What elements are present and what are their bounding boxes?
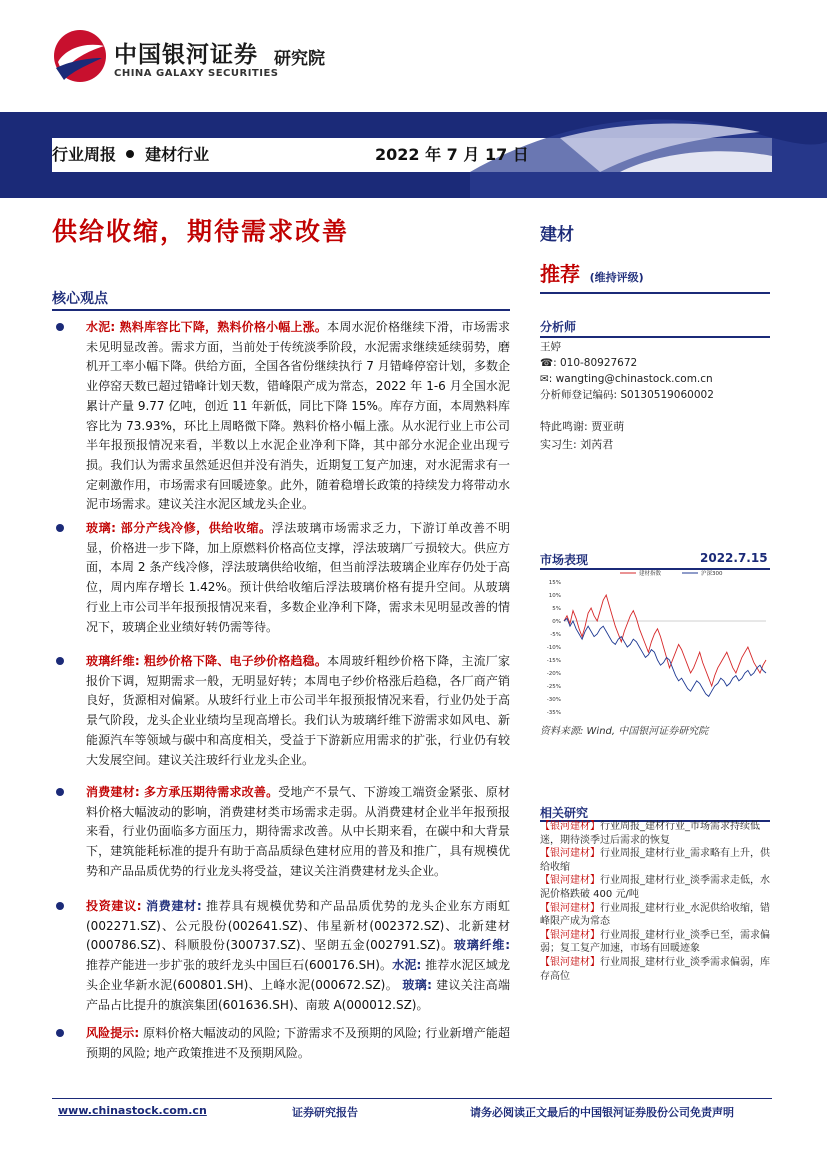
report-type-row: [52, 142, 209, 165]
market-date: 2022.7.15: [700, 551, 768, 565]
bullet-dot-icon: [56, 657, 64, 665]
bullet-body: 本周玻纤粗纱价格下降，主流厂家报价下调，短期需求一般，无明显好转；本周电子纱价格涨后趋稳，各厂商产销良好，货源相对偏紧。从玻纤行业上市公司半年报预报情况来看，行业仍处于高景气阶段，龙头企业业绩均呈现高增长。我们认为玻璃纤维下游需求如风电、新能源汽车等领域与碳中和高度相关，受益于下游新应用需求的扩张，行业仍有较大发展空间。建议关注玻纤行业龙头企业。: [86, 654, 510, 767]
y-tick-label: -5%: [550, 632, 561, 638]
analyst-phone: ☎: 010-80927672: [540, 357, 638, 369]
y-tick-label: 15%: [548, 580, 561, 586]
rating-note: (维持评级): [589, 271, 644, 284]
y-tick-label: 5%: [552, 606, 561, 612]
separator-dot-icon: [126, 150, 134, 158]
y-tick-label: -35%: [546, 710, 561, 716]
report-date: 2022 年 7 月 17 日: [375, 145, 529, 164]
thanks-line: 特此鸣谢: 贾亚萌: [540, 420, 625, 433]
bullet-body: 原料价格大幅波动的风险; 下游需求不及预期的风险; 行业新增产能超预期的风险; 地产政策推进不及预期风险。: [86, 1026, 510, 1060]
core-heading: 核心观点: [52, 291, 108, 307]
sub-consumer-body: 推荐具有规模优势和产品品质优势的龙头企业东方雨虹(002271.SZ)、公元股份(002641.SZ)、伟星新材(002372.SZ)、北新建材(000786.SZ)、科顺股份(300737.SZ)、坚朗五金(002791.SZ)。: [86, 899, 510, 953]
related-item[interactable]: [540, 902, 770, 929]
related-item[interactable]: [540, 929, 770, 956]
bullet-glass-fiber: [52, 652, 510, 770]
sub-cement-body: 推荐水泥区域龙头企业华新水泥(600801.SH)、上峰水泥(000672.SZ)。: [86, 958, 510, 992]
related-text: 行业周报_建材行业_淡季需求走低，水泥价格跌破 400 元/吨: [540, 875, 770, 900]
rating: [540, 258, 644, 287]
related-tag: 【银河建材】: [540, 956, 600, 968]
related-tag: 【银河建材】: [540, 848, 600, 860]
logo-cn-text: 中国银河证券: [114, 42, 258, 68]
y-tick-label: -20%: [546, 671, 561, 677]
bullet-head: 玻璃纤维: 粗纱价格下降、电子纱价格趋稳。: [86, 654, 328, 668]
y-tick-label: -15%: [546, 658, 561, 664]
header-band: [0, 112, 827, 198]
sector-label: 建材: [540, 225, 574, 245]
bullet-dot-icon: [56, 902, 64, 910]
acknowledgements: [540, 418, 624, 454]
bullet-dot-icon: [56, 788, 64, 796]
bullet-risk: [52, 1024, 510, 1063]
analyst-name: 王婷: [540, 341, 561, 353]
galaxy-logo-icon: [52, 28, 108, 84]
bullet-investment-advice: [52, 897, 510, 1015]
y-tick-label: 0%: [552, 619, 561, 625]
related-item[interactable]: [540, 956, 770, 983]
intern-line: 实习生: 刘芮君: [540, 438, 614, 451]
y-tick-label: -25%: [546, 684, 561, 690]
bullet-body: 本周水泥价格继续下滑，市场需求未见明显改善。需求方面，当前处于传统淡季阶段，水泥需求继续延续弱势，磨机开工率小幅下降。供给方面，全国各省份继续执行 7 月错峰停窑计划，多数企业停窑天数已超过错峰计划天数，错峰限产成为常态，2022 年 1-6 月全国水泥累计产量 9.77 亿吨，创近 11 年新低，同比下降 15%。库存方面，本周熟料库容比为 73.93%，环比上周略微下降。熟料价格小幅上涨。从水泥行业上市公司半年报预报情况来看，半数以上水泥企业净利下降，其中部分水泥企业出现亏损。我们认为需求虽然延迟但并没有消失，近期复工复产加速，对水泥需求有一定刺激作用，市场需求有回暖迹象。此外，随着稳增长政策的持续发力将带动水泥市场需求。建议关注水泥区域龙头企业。: [86, 320, 510, 512]
series-line-1: [564, 618, 766, 696]
market-heading: 市场表现: [540, 553, 589, 567]
bullet-head: 投资建议:: [86, 899, 142, 913]
related-list: [540, 820, 770, 983]
footer-disclaimer: 请务必阅读正文最后的中国银河证券股份公司免责声明: [470, 1106, 734, 1119]
related-heading: 相关研究: [540, 806, 589, 820]
bullet-dot-icon: [56, 323, 64, 331]
rating-value: 推荐: [540, 262, 580, 286]
related-text: 行业周报_建材行业_淡季已至，需求偏弱；复工复产加速，市场有回暖迹象: [540, 929, 770, 955]
bullet-body: 浮法玻璃市场需求乏力，下游订单改善不明显，价格进一步下降，加上原燃料价格高位支撑，浮法玻璃厂亏损较大。供应方面，本周 2 条产线冷修，浮法玻璃供给收缩，但当前浮法玻璃企业库存仍处于高位，周内库存增长 1.42%。预计供给收缩后浮法玻璃价格有提升空间。从玻璃行业上市公司半年报预报情况来看，多数企业净利下降，需求未见明显改善的情况下，玻璃企业业绩好转仍需等待。: [86, 521, 510, 634]
bullet-dot-icon: [56, 1029, 64, 1037]
core-divider: [52, 309, 510, 311]
related-tag: 【银河建材】: [540, 875, 600, 887]
footer-label: 证券研究报告: [292, 1106, 358, 1119]
market-performance-chart: [540, 566, 770, 716]
sub-consumer: 消费建材:: [146, 899, 202, 913]
bullet-dot-icon: [56, 524, 64, 532]
analyst-heading: 分析师: [540, 320, 577, 334]
footer-divider: [52, 1098, 772, 1099]
related-item[interactable]: [540, 874, 770, 901]
legend-label: 沪深300: [701, 571, 723, 577]
related-tag: 【银河建材】: [540, 929, 600, 941]
related-tag: 【银河建材】: [540, 902, 600, 914]
analyst-license: 分析师登记编码: S0130519060002: [540, 389, 714, 401]
series-line-0: [564, 595, 766, 686]
related-text: 行业周报_建材行业_市场需求持续低迷，期待淡季过后需求的恢复: [540, 821, 760, 846]
sub-fiber-body: 推荐产能进一步扩张的玻纤龙头中国巨石(600176.SH)。: [86, 958, 393, 973]
chart-source: 资料来源: Wind, 中国银河证券研究院: [540, 726, 709, 737]
bullet-head: 风险提示:: [86, 1026, 140, 1040]
related-tag: 【银河建材】: [540, 821, 600, 832]
y-tick-label: -10%: [546, 645, 561, 651]
company-logo: [52, 28, 372, 88]
report-type: 行业周报: [52, 145, 117, 164]
industry-label: 建材行业: [145, 145, 210, 164]
bullet-glass: [52, 519, 510, 637]
analyst-divider: [540, 336, 770, 338]
report-title: 供给收缩，期待需求改善: [52, 217, 350, 246]
related-item[interactable]: [540, 820, 770, 847]
bullet-cement: [52, 318, 510, 515]
bullet-head: 水泥: 熟料库容比下降，熟料价格小幅上涨。: [86, 320, 328, 334]
sub-glass-body: 建议关注高端产品占比提升的旗滨集团(601636.SH)、南玻 A(000012.SZ)。: [86, 977, 510, 1012]
y-tick-label: -30%: [546, 697, 561, 703]
bullet-body: 受地产不景气、下游竣工端资金紧张、原材料价格大幅波动的影响，消费建材类市场需求走弱。从消费建材企业半年报预报来看，行业仍面临多方面压力，期待需求改善。从中长期来看，在碳中和大背景下，建筑能耗标准的提升有助于高品质绿色建材应用的普及和推广，具有规模优势和产品品质优势的行业龙头将受益，建议关注消费建材龙头企业。: [86, 785, 510, 878]
related-item[interactable]: [540, 847, 770, 874]
sub-fiber: 玻璃纤维:: [453, 938, 510, 953]
related-text: 行业周报_建材行业_水泥供给收缩，错峰限产成为常态: [540, 902, 770, 928]
bullet-consumer-building-materials: [52, 783, 510, 882]
sub-glass: 玻璃:: [402, 977, 432, 992]
related-text: 行业周报_建材行业_需求略有上升，供给收缩: [540, 848, 770, 873]
sub-cement: 水泥:: [392, 958, 422, 973]
logo-en-text: CHINA GALAXY SECURITIES: [114, 68, 279, 79]
institute-label: 研究院: [274, 49, 325, 69]
footer-website-link[interactable]: www.chinastock.com.cn: [58, 1104, 207, 1117]
analyst-info: [540, 339, 714, 403]
bullet-head: 消费建材: 多方承压期待需求改善。: [86, 785, 279, 799]
analyst-email[interactable]: ✉: wangting@chinastock.com.cn: [540, 373, 713, 385]
legend-label: 建材指数: [639, 571, 662, 577]
rating-divider: [540, 292, 770, 294]
bullet-head: 玻璃: 部分产线冷修，供给收缩。: [86, 521, 272, 535]
y-tick-label: 10%: [548, 593, 561, 599]
related-text: 行业周报_建材行业_淡季需求偏弱，库存高位: [540, 956, 770, 982]
